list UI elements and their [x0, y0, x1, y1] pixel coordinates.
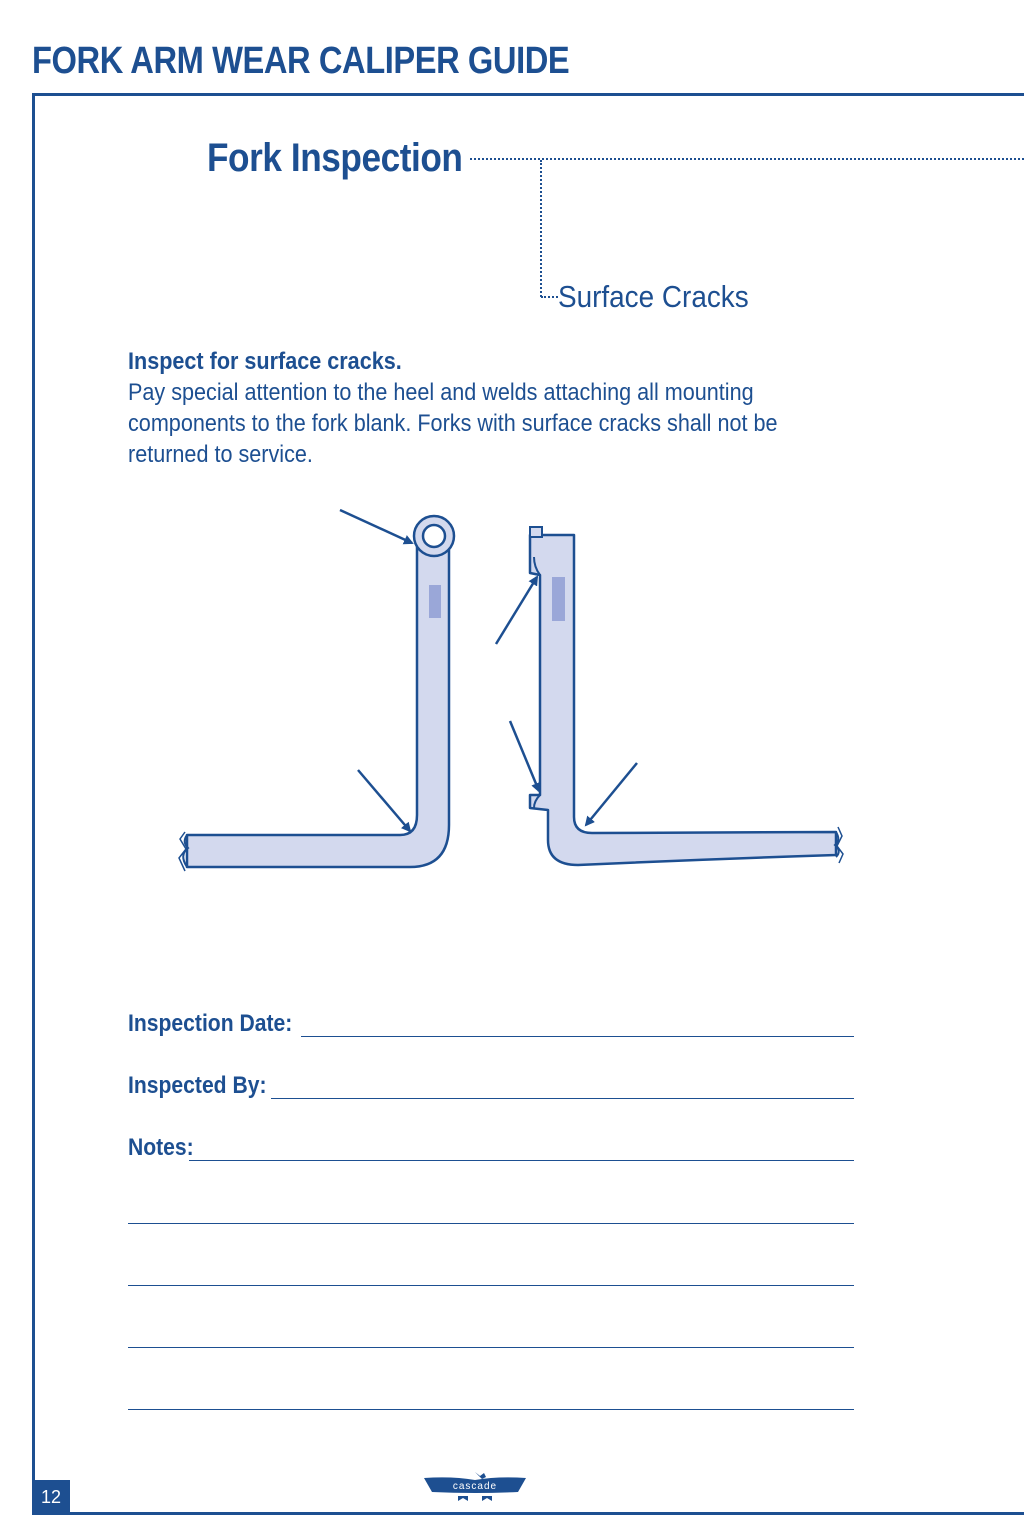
- inspection-date-field[interactable]: [128, 1004, 854, 1040]
- section-title: Fork Inspection: [207, 136, 463, 180]
- notes-field[interactable]: [128, 1128, 854, 1164]
- arrow-icon: [358, 770, 410, 831]
- page-number: 12: [32, 1480, 70, 1515]
- dotted-leader-vertical: [540, 160, 542, 297]
- instruction-text: Pay special attention to the heel and welds attaching all mounting components to the fork blank. Forks with surface cracks shall not be returned to service.: [128, 379, 778, 468]
- notes-extra-line[interactable]: [128, 1409, 854, 1410]
- arrow-icon: [340, 510, 412, 543]
- inspection-date-label: Inspection Date:: [128, 1010, 293, 1037]
- notes-label: Notes:: [128, 1134, 194, 1161]
- notes-extra-line[interactable]: [128, 1223, 854, 1224]
- notes-line[interactable]: [189, 1160, 854, 1161]
- inspection-date-line[interactable]: [301, 1036, 854, 1037]
- right-fork-drawing-icon: [530, 527, 843, 865]
- inspected-by-label: Inspected By:: [128, 1072, 267, 1099]
- body-text: [128, 346, 812, 470]
- lead-sentence: Inspect for surface cracks.: [128, 348, 402, 375]
- logo-text: cascade: [452, 1481, 498, 1492]
- fork-inspection-figure: [130, 505, 850, 885]
- document-title: FORK ARM WEAR CALIPER GUIDE: [32, 40, 570, 82]
- notes-extra-line[interactable]: [128, 1347, 854, 1348]
- arrow-icon: [496, 577, 537, 644]
- inspected-by-line[interactable]: [271, 1098, 854, 1099]
- eagle-logo-icon: [422, 1470, 528, 1504]
- subsection-title: Surface Cracks: [558, 279, 749, 314]
- notes-extra-line[interactable]: [128, 1285, 854, 1286]
- dotted-leader-connector: [541, 296, 558, 298]
- arrow-icon: [510, 721, 539, 791]
- left-fork-drawing-icon: [179, 516, 454, 871]
- inspected-by-field[interactable]: [128, 1066, 854, 1102]
- arrow-icon: [586, 763, 637, 825]
- dotted-leader-horizontal: [470, 158, 1024, 160]
